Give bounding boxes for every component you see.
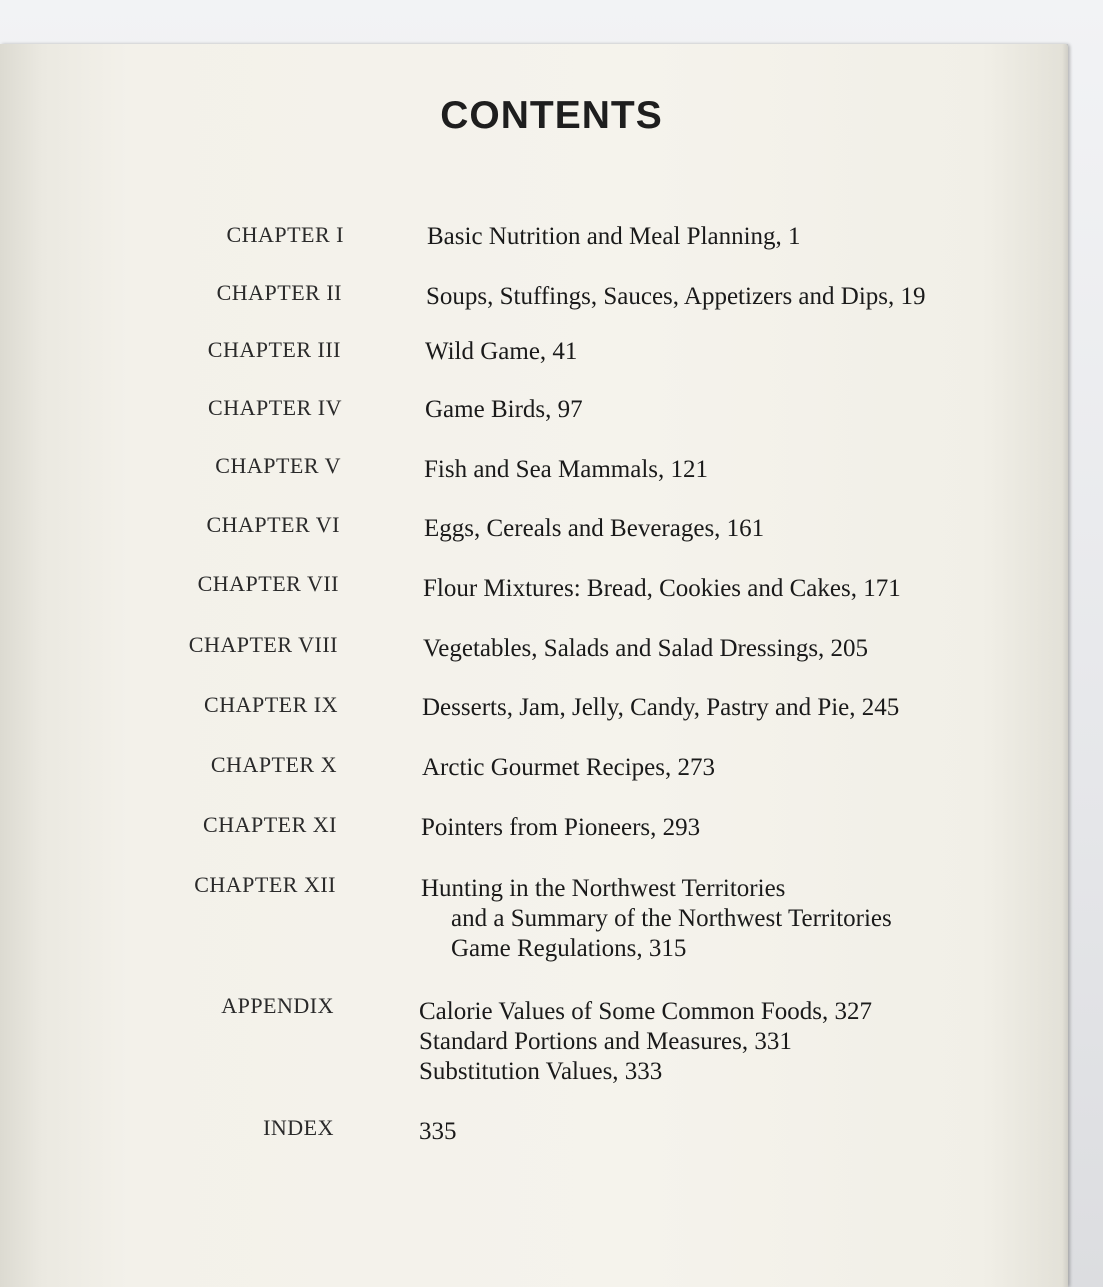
chapter-title — [421, 874, 892, 964]
chapter-title: Flour Mixtures: Bread, Cookies and Cakes, 171 — [423, 575, 901, 602]
chapter-title: Wild Game, 41 — [425, 338, 578, 365]
appendix-line: Standard Portions and Measures, 331 — [419, 1028, 792, 1055]
chapter-label: CHAPTER XII — [194, 872, 336, 897]
chapter-title: Game Birds, 97 — [425, 396, 583, 423]
chapter-title-line: Hunting in the Northwest Territories — [421, 875, 786, 902]
page-edge — [1062, 44, 1068, 1287]
chapter-label: CHAPTER II — [216, 280, 342, 305]
chapter-title: Vegetables, Salads and Salad Dressings, 205 — [423, 635, 869, 662]
chapter-title-line: and a Summary of the Northwest Territories — [451, 905, 892, 932]
chapter-title-line: Game Regulations, 315 — [451, 935, 687, 962]
chapter-label: CHAPTER X — [210, 752, 337, 777]
index-page: 335 — [419, 1118, 457, 1145]
page-title: CONTENTS — [440, 94, 663, 137]
chapter-title: Fish and Sea Mammals, 121 — [424, 456, 709, 483]
chapter-title: Soups, Stuffings, Sauces, Appetizers and Dips, 19 — [426, 283, 926, 310]
index-label: INDEX — [263, 1115, 334, 1140]
chapter-label: CHAPTER VIII — [188, 632, 338, 657]
chapter-title: Basic Nutrition and Meal Planning, 1 — [427, 223, 801, 250]
appendix-label: APPENDIX — [221, 993, 334, 1018]
chapter-label: CHAPTER I — [226, 222, 344, 247]
chapter-label: CHAPTER IV — [208, 395, 342, 420]
appendix-entries — [419, 997, 872, 1087]
chapter-title: Pointers from Pioneers, 293 — [421, 814, 701, 841]
appendix-line: Calorie Values of Some Common Foods, 327 — [419, 998, 873, 1025]
chapter-label: CHAPTER V — [215, 453, 341, 478]
chapter-label: CHAPTER IX — [204, 692, 338, 717]
appendix-line: Substitution Values, 333 — [419, 1058, 663, 1085]
chapter-title: Arctic Gourmet Recipes, 273 — [422, 754, 715, 781]
chapter-label: CHAPTER VII — [197, 571, 339, 596]
chapter-label: CHAPTER XI — [203, 812, 337, 837]
chapter-label: CHAPTER III — [207, 337, 341, 362]
chapter-label: CHAPTER VI — [206, 512, 340, 537]
chapter-title: Desserts, Jam, Jelly, Candy, Pastry and Pie, 245 — [422, 694, 900, 721]
chapter-title: Eggs, Cereals and Beverages, 161 — [424, 515, 765, 542]
